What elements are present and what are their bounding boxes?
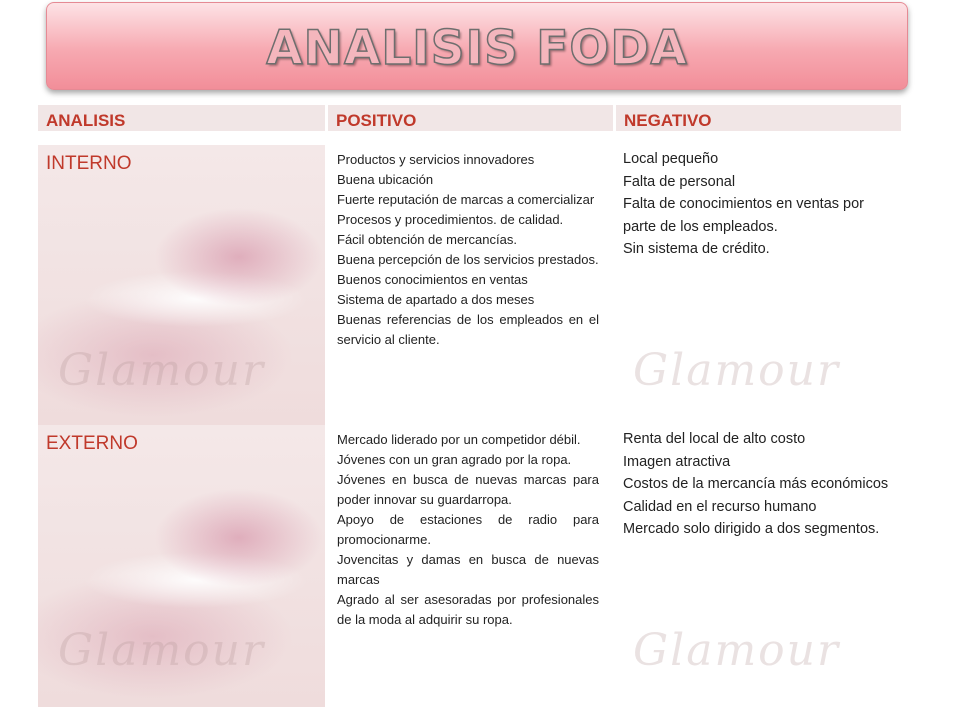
header-negativo: NEGATIVO xyxy=(613,105,901,131)
list-item: Buena percepción de los servicios prestados. xyxy=(337,252,599,267)
interno-negativo-list xyxy=(613,145,901,261)
watermark-logo: Glamour xyxy=(58,625,266,676)
watermark-logo: Glamour xyxy=(58,345,266,396)
watermark-logo: Glamour xyxy=(633,345,841,396)
list-item: Jovencitas y damas en busca de nuevas marcas xyxy=(337,552,599,587)
list-item: Fuerte reputación de marcas a comercializar xyxy=(337,192,595,207)
list-item: Agrado al ser asesoradas por profesionales de la moda al adquirir su ropa. xyxy=(337,592,599,627)
page-title: ANALISIS FODA xyxy=(266,21,688,76)
header-row xyxy=(38,105,901,131)
interno-negativo-cell xyxy=(613,145,901,425)
list-item: Productos y servicios innovadores xyxy=(337,152,535,167)
list-item: Renta del local de alto costo xyxy=(623,431,806,447)
externo-negativo-list xyxy=(613,425,901,541)
title-banner xyxy=(46,2,908,90)
externo-label: EXTERNO xyxy=(46,433,138,454)
externo-positivo-list xyxy=(325,425,613,630)
watermark-logo: Glamour xyxy=(633,625,841,676)
list-item: Falta de conocimientos en ventas por parte de los empleados. xyxy=(623,196,864,235)
interno-positivo-list xyxy=(325,145,613,350)
interno-label: INTERNO xyxy=(46,153,132,174)
list-item: Apoyo de estaciones de radio para promocionarme. xyxy=(337,512,599,547)
list-item: Buenos conocimientos en ventas xyxy=(337,272,528,287)
list-item: Fácil obtención de mercancías. xyxy=(337,232,517,247)
list-item: Buena ubicación xyxy=(337,172,434,187)
list-item: Mercado solo dirigido a dos segmentos. xyxy=(623,521,880,537)
list-item: Calidad en el recurso humano xyxy=(623,498,817,515)
list-item: Sistema de apartado a dos meses xyxy=(337,292,535,307)
list-item: Sin sistema de crédito. xyxy=(623,241,770,257)
list-item: Mercado liderado por un competidor débil. xyxy=(337,432,581,447)
list-item: Jóvenes en busca de nuevas marcas para poder innovar su guardarropa. xyxy=(337,472,599,507)
interno-positivo-cell xyxy=(325,145,613,425)
list-item: Imagen atractiva xyxy=(623,453,731,470)
externo-negativo-cell xyxy=(613,425,901,707)
list-item: Costos de la mercancía más económicos xyxy=(623,476,889,492)
foda-table xyxy=(38,105,901,707)
header-analisis: ANALISIS xyxy=(46,111,126,130)
externo-label-cell xyxy=(38,425,325,707)
header-positivo: POSITIVO xyxy=(325,105,613,131)
externo-positivo-cell xyxy=(325,425,613,707)
list-item: Local pequeño xyxy=(623,151,719,167)
list-item: Jóvenes con un gran agrado por la ropa. xyxy=(337,452,572,467)
list-item: Buenas referencias de los empleados en el servicio al cliente. xyxy=(337,312,599,347)
list-item: Procesos y procedimientos. de calidad. xyxy=(337,212,564,227)
externo-row xyxy=(38,425,901,707)
interno-row xyxy=(38,145,901,425)
interno-label-cell xyxy=(38,145,325,425)
list-item: Falta de personal xyxy=(623,173,736,190)
